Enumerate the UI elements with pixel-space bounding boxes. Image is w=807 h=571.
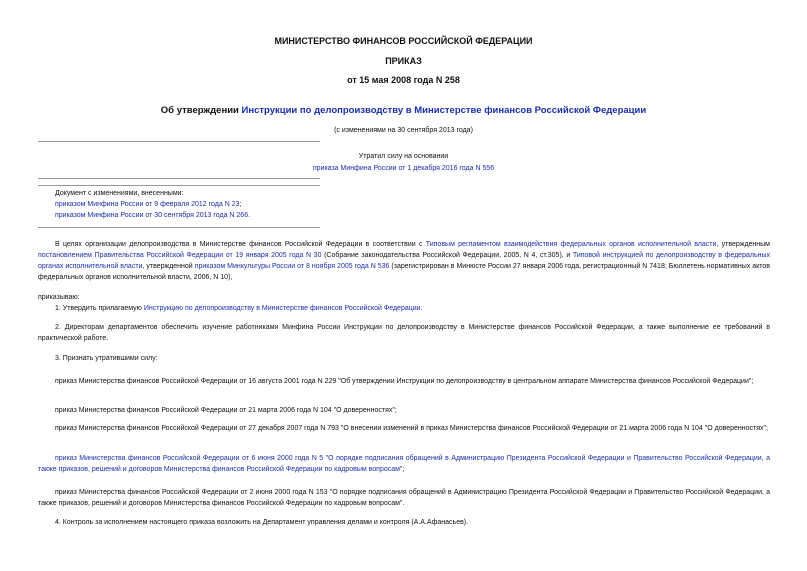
separator: ; [239,201,242,208]
preamble-text: В целях организации делопроизводства в Министерстве финансов Российской Федерации в соответствии с [55,241,426,248]
changes-item-1 [55,199,241,210]
item-text: 3. Признать утратившими силу: [55,355,158,362]
doc-type-heading: ПРИКАЗ [385,56,422,66]
divider [38,185,320,186]
item-text: . [420,305,423,312]
item-text: приказ Министерства финансов Российской Федерации от 27 декабря 2007 года N 793 "О внесении изменений в приказ Министерства финансов Российской Федерации от 21 марта 2006 года N 104 "О доверенностях"; [55,425,768,432]
preamble-text: , утвержденной [142,263,195,270]
expired-note-link-line [0,165,807,172]
changes-item-2 [55,210,250,221]
item-4 [38,517,770,528]
item-1 [38,303,770,314]
item-text: приказ Министерства финансов Российской Федерации от 2 июня 2000 года N 153 "О порядке подписания обращений в Администрацию Президента Российской Федерации и Правительство Российской Федерации, а также приказов, решений и договоров Министерства финансов Российской Федерации по кадровым вопросам". [38,489,770,507]
repealed-order-4-link[interactable]: приказ Министерства финансов Российской Федерации от 6 июня 2000 года N 5 "О порядке подписания обращений в Администрацию Президента Российской Федерации и Правительство Российской Федерации, а также приказов, решений и договоров Министерства финансов Российской Федерации по кадровым вопросам" [38,455,770,473]
preamble-text: (Собрание законодательства Российской Федерации, 2005, N 4, ст.305), и [321,252,573,259]
repealed-order-4 [38,453,770,475]
typical-regulation-link[interactable]: Типовым регламентом взаимодействия федеральных органов исполнительной власти [425,241,717,248]
instruction-link[interactable]: Инструкцию по делопроизводству в Министерстве финансов Российской Федерации [143,305,421,312]
separator: . [248,212,251,219]
typical-instruction-link[interactable]: Типовой инструкцией по делопроизводству в федеральных органах исполнительной власти [38,252,770,270]
preamble-text: , утвержденным [716,241,770,248]
expired-note-line1: Утратил силу на основании [358,153,449,160]
item-2 [38,322,770,344]
divider [38,178,320,179]
repealed-order-2 [38,405,770,416]
item-text: 4. Контроль за исполнением настоящего приказа возложить на Департамент управления делами и контроля (А.А.Афанасьев). [55,519,469,526]
preamble-paragraph [38,239,770,283]
title-instruction-link[interactable]: Инструкции по делопроизводству в Министерстве финансов Российской Федерации [241,105,647,116]
document-title [0,105,807,116]
government-decree-link[interactable]: постановлением Правительства Российской Федерации от 19 января 2005 года N 30 [38,252,322,259]
divider [38,141,320,142]
item-text: приказ Министерства финансов Российской Федерации от 21 марта 2006 года N 104 "О доверенностях"; [55,407,397,414]
repealed-order-1 [38,376,770,387]
order-word: приказываю: [38,294,80,301]
date-number-heading: от 15 мая 2008 года N 258 [347,75,460,85]
title-prefix: Об утверждении [160,105,242,116]
change-order-link-1[interactable]: приказом Минфина России от 9 февраля 2012 года N 23 [55,201,240,208]
repealed-order-5 [38,487,770,509]
item-text: ; [402,466,405,473]
amendment-note: (с изменениями на 30 сентября 2013 года) [334,127,473,134]
item-text: 2. Директорам департаментов обеспечить изучение работниками Минфина России Инструкции по делопроизводству в Министерстве финансов Российской Федерации, а также выполнение ее требований в практической работе. [38,324,770,342]
ministry-heading: МИНИСТЕРСТВО ФИНАНСОВ РОССИЙСКОЙ ФЕДЕРАЦИИ [274,36,533,46]
preamble-text: (зарегистрирован в Минюсте России 27 января 2006 года, регистрационный N 7418; Бюллетень нормативных актов федеральных органов исполнительной власти, 2006, N 10), [38,263,770,281]
repealed-order-3 [38,423,770,434]
changes-heading: Документ с изменениями, внесенными: [55,190,184,197]
change-order-link-2[interactable]: приказом Минфина России от 30 сентября 2013 года N 266 [55,212,249,219]
item-text: 1. Утвердить прилагаемую [55,305,144,312]
item-text: приказ Министерства финансов Российской Федерации от 16 августа 2001 года N 229 "Об утверждении Инструкции по делопроизводству в центральном аппарате Министерства финансов Российской Федерации"; [55,378,754,385]
expired-order-link[interactable]: приказа Минфина России от 1 декабря 2016 года N 556 [312,165,495,172]
divider [38,227,320,228]
mincult-order-link[interactable]: приказом Минкультуры России от 8 ноября 2005 года N 536 [194,263,390,270]
item-3 [38,353,770,364]
